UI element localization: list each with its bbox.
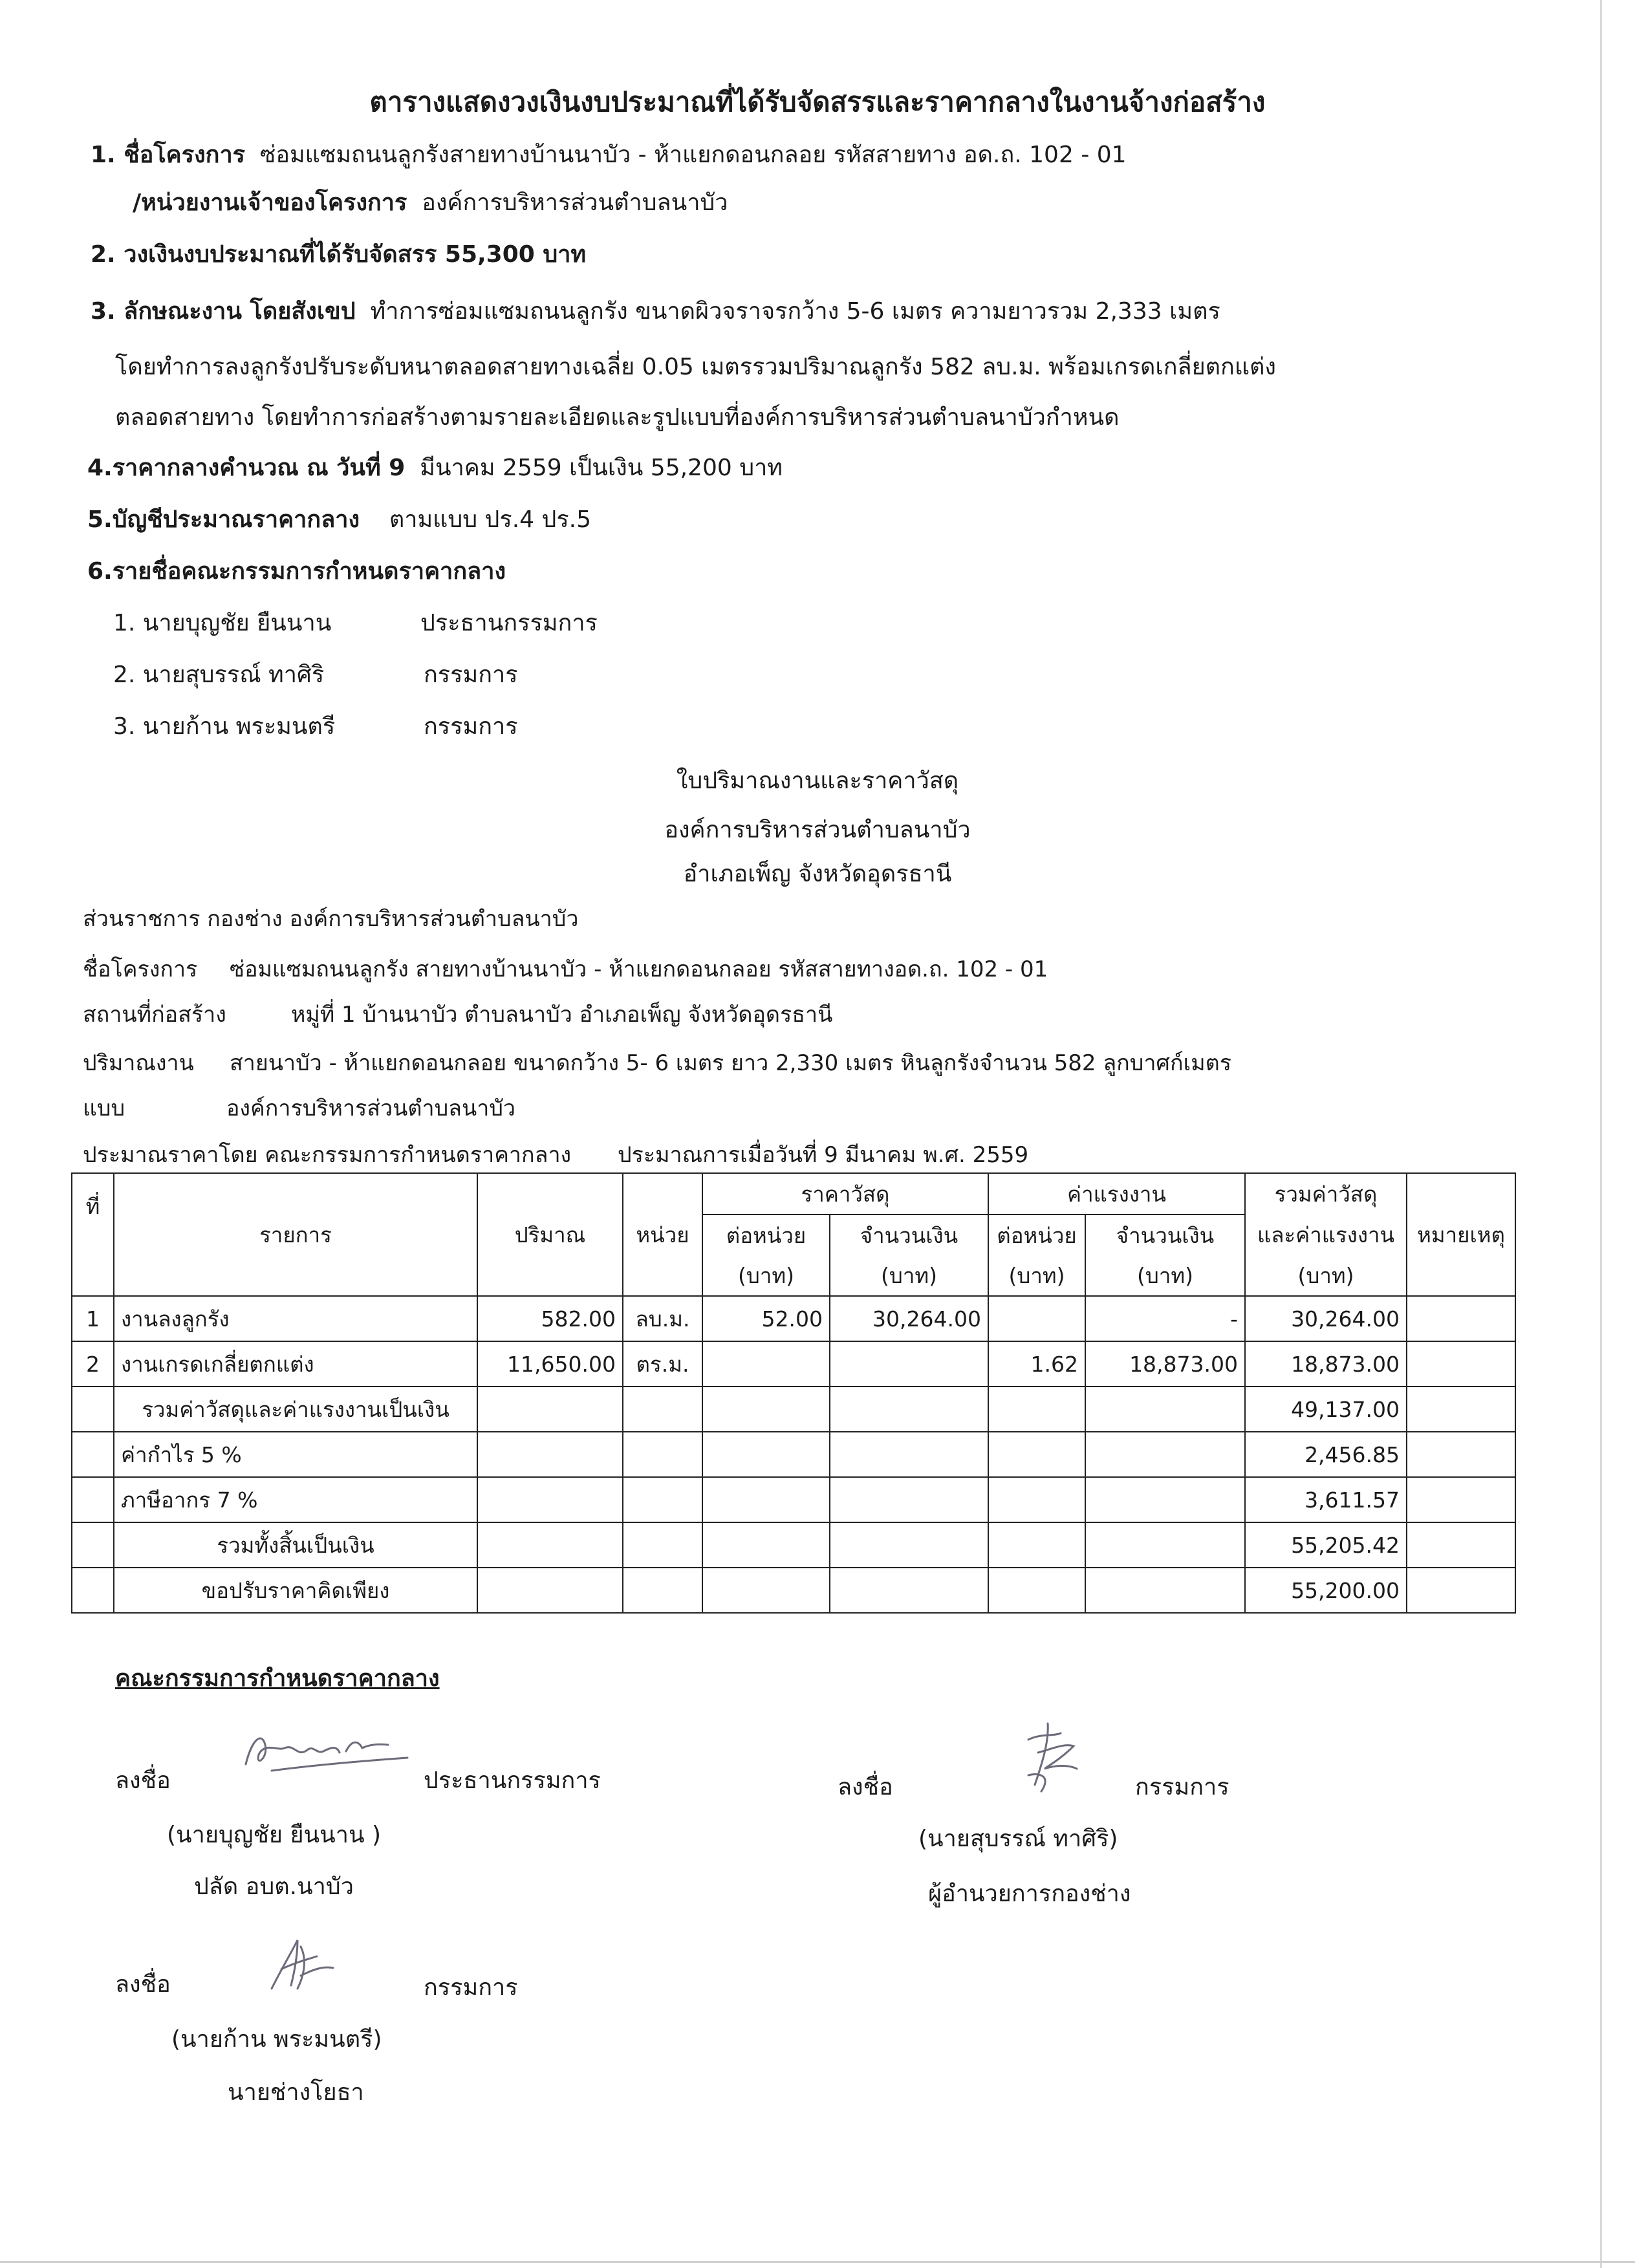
- header-material-amount: จำนวนเงิน: [830, 1215, 988, 1255]
- summary-grand-blank-6: [1085, 1522, 1245, 1568]
- bill-agency: ส่วนราชการ กองช่าง องค์การบริหารส่วนตำบลนาบัว: [83, 906, 579, 932]
- header-labor-group: ค่าแรงงาน: [988, 1173, 1245, 1215]
- document-title: ตารางแสดงวงเงินงบประมาณที่ได้รับจัดสรรและราคากลางในงานจ้างก่อสร้าง: [369, 86, 1266, 118]
- summary-adjusted-blank-3: [702, 1568, 830, 1613]
- row-2-material-per-unit: [702, 1341, 830, 1387]
- summary-subtotal-blank-3: [702, 1387, 830, 1432]
- section-5-line: [87, 504, 591, 535]
- bill-estimate-by: ประมาณราคาโดย คณะกรรมการกำหนดราคากลาง: [83, 1142, 572, 1168]
- summary-grand-label: รวมทั้งสิ้นเป็นเงิน: [114, 1522, 477, 1568]
- row-2-item: งานเกรดเกลี่ยตกแต่ง: [114, 1341, 477, 1387]
- section-4-label: 4.ราคากลางคำนวณ ณ วันที่ 9: [87, 455, 406, 481]
- chair-signature: [233, 1725, 420, 1784]
- bill-heading-3: อำเภอเพ็ญ จังหวัดอุดรธานี: [683, 861, 952, 887]
- bill-heading-2: องค์การบริหารส่วนตำบลนาบัว: [664, 817, 971, 843]
- summary-profit-total: 2,456.85: [1245, 1432, 1407, 1477]
- summary-grand-blank-5: [988, 1522, 1085, 1568]
- summary-subtotal-blank-5: [988, 1387, 1085, 1432]
- summary-subtotal-blank-6: [1085, 1387, 1245, 1432]
- table-header-row-1: [72, 1173, 1515, 1215]
- summary-row-adjusted: [72, 1568, 1515, 1613]
- bill-site-label: สถานที่ก่อสร้าง: [83, 1002, 226, 1028]
- member2-signature: [262, 1930, 340, 2002]
- member1-role: กรรมการ: [1135, 1774, 1229, 1800]
- summary-grand-blank-3: [702, 1522, 830, 1568]
- member2-role: กรรมการ: [424, 1974, 518, 2001]
- row-2-total: 18,873.00: [1245, 1341, 1407, 1387]
- chair-position: ปลัด อบต.นาบัว: [194, 1874, 354, 1900]
- member1-name: (นายสุบรรณ์ ทาศิริ): [918, 1826, 1118, 1852]
- summary-adjusted-no: [72, 1568, 114, 1613]
- summary-tax-blank-3: [702, 1477, 830, 1522]
- table-row: [72, 1296, 1515, 1341]
- summary-tax-blank-1: [477, 1477, 623, 1522]
- bill-heading-1: ใบปริมาณงานและราคาวัสดุ: [676, 768, 959, 794]
- row-2-labor-per-unit: 1.62: [988, 1341, 1085, 1387]
- member1-signature: [1002, 1714, 1099, 1804]
- committee-member-2-role: กรรมการ: [424, 662, 518, 688]
- summary-grand-no: [72, 1522, 114, 1568]
- row-1-item: งานลงลูกรัง: [114, 1296, 477, 1341]
- bill-project-label: ชื่อโครงการ: [83, 956, 198, 982]
- section-3-label: 3. ลักษณะงาน โดยสังเขป: [91, 298, 356, 325]
- summary-profit-blank-4: [830, 1432, 988, 1477]
- section-3-text-1: ทำการซ่อมแซมถนนลูกรัง ขนาดผิวจราจรกว้าง 5-6 เมตร ความยาวรวม 2,333 เมตร: [370, 298, 1220, 325]
- header-total-baht: (บาท): [1245, 1255, 1407, 1296]
- table-row: [72, 1341, 1515, 1387]
- summary-grand-blank-4: [830, 1522, 988, 1568]
- section-4-line: [87, 453, 783, 484]
- header-labor-amount-baht: (บาท): [1085, 1255, 1245, 1296]
- header-labor-per-unit: ต่อหน่วย: [988, 1215, 1085, 1255]
- committee-member-2-name: 2. นายสุบรรณ์ ทาศิริ: [113, 662, 325, 688]
- bill-site-value: หมู่ที่ 1 บ้านนาบัว ตำบลนาบัว อำเภอเพ็ญ จังหวัดอุดรธานี: [291, 1002, 833, 1028]
- summary-subtotal-total: 49,137.00: [1245, 1387, 1407, 1432]
- summary-profit-label: ค่ากำไร 5 %: [114, 1432, 477, 1477]
- summary-adjusted-blank-1: [477, 1568, 623, 1613]
- header-material-amount-baht: (บาท): [830, 1255, 988, 1296]
- chair-role: ประธานกรรมการ: [424, 1767, 601, 1794]
- section-3-text-2: โดยทำการลงลูกรังปรับระดับหนาตลอดสายทางเฉลี่ย 0.05 เมตรรวมปริมาณลูกรัง 582 ลบ.ม. พร้อมเกรดเกลี่ยตกแต่ง: [115, 354, 1277, 380]
- section-5-value: ตามแบบ ปร.4 ปร.5: [389, 506, 592, 533]
- summary-row-profit: [72, 1432, 1515, 1477]
- summary-grand-blank-2: [623, 1522, 702, 1568]
- row-2-qty: 11,650.00: [477, 1341, 623, 1387]
- summary-adjusted-blank-4: [830, 1568, 988, 1613]
- summary-grand-blank-1: [477, 1522, 623, 1568]
- bill-estimate-date: ประมาณการเมื่อวันที่ 9 มีนาคม พ.ศ. 2559: [618, 1142, 1029, 1168]
- row-2-material-amount: [830, 1341, 988, 1387]
- bill-quantity-label: ปริมาณงาน: [83, 1050, 194, 1076]
- summary-profit-blank-1: [477, 1432, 623, 1477]
- chair-sign-label: ลงชื่อ: [115, 1767, 171, 1794]
- summary-row-grand-total: [72, 1522, 1515, 1568]
- chair-name: (นายบุญชัย ยืนนาน ): [167, 1822, 382, 1848]
- summary-tax-remark: [1407, 1477, 1515, 1522]
- cost-table: [71, 1172, 1516, 1614]
- committee-heading: คณะกรรมการกำหนดราคากลาง: [115, 1665, 440, 1692]
- summary-subtotal-blank-2: [623, 1387, 702, 1432]
- header-remark: หมายเหตุ: [1407, 1173, 1515, 1296]
- summary-profit-blank-6: [1085, 1432, 1245, 1477]
- summary-tax-no: [72, 1477, 114, 1522]
- member1-sign-label: ลงชื่อ: [838, 1774, 893, 1800]
- summary-profit-blank-2: [623, 1432, 702, 1477]
- row-1-remark: [1407, 1296, 1515, 1341]
- row-2-no: 2: [72, 1341, 114, 1387]
- header-total-line-2: และค่าแรงงาน: [1245, 1215, 1407, 1255]
- section-1-value: ซ่อมแซมถนนลูกรังสายทางบ้านนาบัว - ห้าแยกดอนกลอย รหัสสายทาง อด.ถ. 102 - 01: [259, 142, 1127, 168]
- section-1-line: [91, 140, 1127, 171]
- summary-tax-blank-2: [623, 1477, 702, 1522]
- committee-member-1-role: ประธานกรรมการ: [420, 610, 598, 636]
- summary-grand-total: 55,205.42: [1245, 1522, 1407, 1568]
- section-3-text-3: ตลอดสายทาง โดยทำการก่อสร้างตามรายละเอียดและรูปแบบที่องค์การบริหารส่วนตำบลนาบัวกำหนด: [115, 404, 1120, 431]
- committee-member-3-role: กรรมการ: [424, 713, 518, 740]
- member2-sign-label: ลงชื่อ: [115, 1971, 171, 1998]
- row-2-labor-amount: 18,873.00: [1085, 1341, 1245, 1387]
- header-no: ที่: [72, 1173, 114, 1296]
- row-1-unit: ลบ.ม.: [623, 1296, 702, 1341]
- header-item: รายการ: [114, 1173, 477, 1296]
- header-material-per-unit-baht: (บาท): [702, 1255, 830, 1296]
- summary-adjusted-label: ขอปรับราคาคิดเพียง: [114, 1568, 477, 1613]
- summary-row-subtotal: [72, 1387, 1515, 1432]
- summary-subtotal-no: [72, 1387, 114, 1432]
- section-6-label: 6.รายชื่อคณะกรรมการกำหนดราคากลาง: [87, 558, 506, 585]
- summary-profit-remark: [1407, 1432, 1515, 1477]
- member2-position: นายช่างโยธา: [228, 2079, 364, 2106]
- summary-subtotal-blank-1: [477, 1387, 623, 1432]
- header-labor-amount: จำนวนเงิน: [1085, 1215, 1245, 1255]
- page-edge-right: [1600, 0, 1602, 2268]
- bill-project-value: ซ่อมแซมถนนลูกรัง สายทางบ้านนาบัว - ห้าแยกดอนกลอย รหัสสายทางอด.ถ. 102 - 01: [230, 956, 1048, 982]
- row-1-no: 1: [72, 1296, 114, 1341]
- row-1-material-amount: 30,264.00: [830, 1296, 988, 1341]
- summary-profit-no: [72, 1432, 114, 1477]
- section-1-owner-line: [133, 188, 728, 219]
- row-1-total: 30,264.00: [1245, 1296, 1407, 1341]
- summary-adjusted-blank-6: [1085, 1568, 1245, 1613]
- section-1-owner-value: องค์การบริหารส่วนตำบลนาบัว: [422, 189, 728, 216]
- header-unit: หน่วย: [623, 1173, 702, 1296]
- summary-tax-blank-4: [830, 1477, 988, 1522]
- section-3-line-1: [91, 296, 1220, 327]
- row-1-material-per-unit: 52.00: [702, 1296, 830, 1341]
- summary-adjusted-remark: [1407, 1568, 1515, 1613]
- member1-position: ผู้อำนวยการกองช่าง: [928, 1881, 1131, 1907]
- bill-design-label: แบบ: [83, 1096, 125, 1121]
- row-1-labor-amount: -: [1085, 1296, 1245, 1341]
- summary-subtotal-remark: [1407, 1387, 1515, 1432]
- page-edge-bottom: [0, 2261, 1635, 2263]
- summary-grand-remark: [1407, 1522, 1515, 1568]
- header-qty: ปริมาณ: [477, 1173, 623, 1296]
- committee-member-3-name: 3. นายก้าน พระมนตรี: [113, 713, 336, 740]
- section-1-owner-label: /หน่วยงานเจ้าของโครงการ: [133, 189, 407, 216]
- summary-adjusted-total: 55,200.00: [1245, 1568, 1407, 1613]
- header-labor-per-unit-baht: (บาท): [988, 1255, 1085, 1296]
- member2-name: (นายก้าน พระมนตรี): [171, 2026, 382, 2053]
- summary-tax-blank-5: [988, 1477, 1085, 1522]
- summary-subtotal-blank-4: [830, 1387, 988, 1432]
- summary-adjusted-blank-2: [623, 1568, 702, 1613]
- row-2-unit: ตร.ม.: [623, 1341, 702, 1387]
- bill-design-value: องค์การบริหารส่วนตำบลนาบัว: [226, 1096, 515, 1121]
- summary-adjusted-blank-5: [988, 1568, 1085, 1613]
- header-material-group: ราคาวัสดุ: [702, 1173, 988, 1215]
- row-1-qty: 582.00: [477, 1296, 623, 1341]
- summary-profit-blank-5: [988, 1432, 1085, 1477]
- header-total-line-1: รวมค่าวัสดุ: [1245, 1173, 1407, 1215]
- summary-row-tax: [72, 1477, 1515, 1522]
- section-5-label: 5.บัญชีประมาณราคากลาง: [87, 506, 360, 533]
- section-1-label: 1. ชื่อโครงการ: [91, 142, 245, 168]
- section-4-value: มีนาคม 2559 เป็นเงิน 55,200 บาท: [420, 455, 783, 481]
- summary-tax-label: ภาษีอากร 7 %: [114, 1477, 477, 1522]
- row-2-remark: [1407, 1341, 1515, 1387]
- summary-profit-blank-3: [702, 1432, 830, 1477]
- section-2-budget: 2. วงเงินงบประมาณที่ได้รับจัดสรร 55,300 บาท: [91, 241, 587, 268]
- summary-subtotal-label: รวมค่าวัสดุและค่าแรงงานเป็นเงิน: [114, 1387, 477, 1432]
- summary-tax-total: 3,611.57: [1245, 1477, 1407, 1522]
- bill-quantity-value: สายนาบัว - ห้าแยกดอนกลอย ขนาดกว้าง 5- 6 เมตร ยาว 2,330 เมตร หินลูกรังจำนวน 582 ลูกบาศก์เมตร: [230, 1050, 1231, 1076]
- summary-tax-blank-6: [1085, 1477, 1245, 1522]
- row-1-labor-per-unit: [988, 1296, 1085, 1341]
- committee-member-1-name: 1. นายบุญชัย ยืนนาน: [113, 610, 332, 636]
- header-material-per-unit: ต่อหน่วย: [702, 1215, 830, 1255]
